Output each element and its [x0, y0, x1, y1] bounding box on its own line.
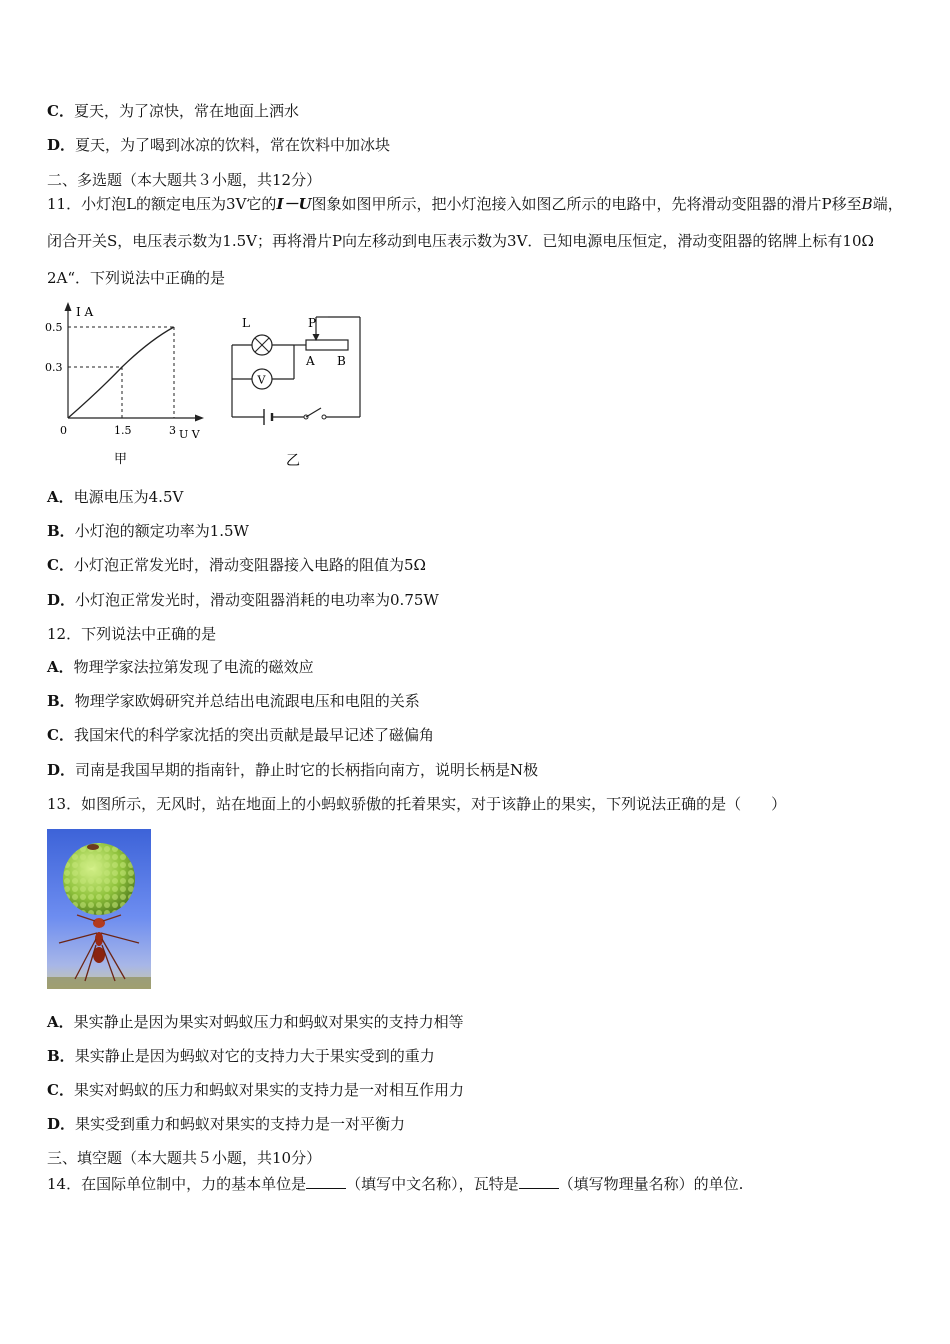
option-key: A． — [47, 488, 74, 506]
option-text: 小灯泡正常发光时，滑动变阻器消耗的电功率为0.75W — [75, 591, 439, 609]
q12-option-b — [47, 691, 420, 711]
q12-stem: 12．下列说法中正确的是 — [47, 625, 217, 643]
q11-stem-part: 图象如图甲所示，把小灯泡接入如图乙所示的电路中，先将滑动变阻器的滑片P移至 — [311, 195, 862, 213]
q14-part: 14．在国际单位制中，力的基本单位是 — [47, 1175, 307, 1193]
q11-option-c — [47, 555, 426, 575]
section-title-multiple-choice: 二、多选题（本大题共３小题，共12分） — [47, 171, 322, 189]
option-key: D． — [47, 136, 76, 154]
q13-option-b — [47, 1046, 435, 1066]
q12-option-d — [47, 760, 538, 780]
voltmeter-symbol: V — [257, 373, 266, 387]
option-key: B． — [47, 692, 75, 710]
q13-stem: 13．如图所示，无风时，站在地面上的小蚂蚁骄傲的托着果实，对于该静止的果实，下列说法正确的是（ ） — [47, 795, 787, 813]
ant-fruit-photo — [47, 829, 151, 989]
option-key: C． — [47, 1081, 74, 1099]
q11-stem-part: 端，闭合开关S，电压表示数为1.5V；再将滑片P向左移动到电压表示数为3V．已知电源电压恒定，滑动变阻器的铭牌上标有10Ω 2A“．下列说法中正确的是 — [47, 195, 903, 287]
option-text: 电源电压为4.5V — [73, 488, 184, 506]
y-axis-label: I A — [76, 305, 94, 319]
y-tick-label: 0.5 — [45, 321, 63, 334]
q11-stem-iu: I－U — [276, 195, 312, 213]
answer-blank[interactable] — [519, 1174, 559, 1189]
q11-stem — [47, 186, 907, 297]
option-text: 小灯泡的额定功率为1.5W — [74, 522, 249, 540]
option-key: D． — [47, 761, 76, 779]
switch-contact — [322, 415, 326, 419]
q14-stem — [47, 1174, 743, 1194]
option-text: 我国宋代的科学家沈括的突出贡献是最早记述了磁偏角 — [73, 726, 434, 744]
rheostat — [306, 340, 348, 350]
option-key: B． — [47, 522, 75, 540]
q10-option-c — [47, 101, 299, 121]
option-text: 果实对蚂蚁的压力和蚂蚁对果实的支持力是一对相互作用力 — [73, 1081, 464, 1099]
option-key: A． — [47, 658, 74, 676]
y-tick-label: 0.3 — [45, 361, 63, 374]
option-key: D． — [47, 591, 76, 609]
q11-option-b — [47, 521, 249, 541]
option-key: B． — [47, 1047, 75, 1065]
x-tick-label: 3 — [169, 424, 176, 437]
q11-option-a — [47, 487, 183, 507]
circuit-caption: 乙 — [286, 453, 300, 469]
q13-option-a — [47, 1012, 464, 1032]
graph-caption: 甲 — [114, 452, 128, 467]
option-text: 果实静止是因为蚂蚁对它的支持力大于果实受到的重力 — [74, 1047, 435, 1065]
option-text: 司南是我国早期的指南针，静止时它的长柄指向南方，说明长柄是N极 — [75, 761, 539, 779]
iu-curve — [68, 327, 174, 418]
option-key: C． — [47, 726, 74, 744]
iu-graph — [40, 300, 215, 470]
option-text: 夏天，为了喝到冰凉的饮料，常在饮料中加冰块 — [75, 136, 391, 154]
switch-blade — [306, 408, 321, 417]
q12-option-c — [47, 725, 434, 745]
option-key: D． — [47, 1115, 76, 1133]
x-tick-label: 0 — [60, 424, 67, 437]
x-axis-label: U V — [179, 428, 200, 441]
option-key: C． — [47, 102, 74, 120]
q11-stem-b: B — [861, 195, 873, 213]
option-text: 物理学家法拉第发现了电流的磁效应 — [73, 658, 314, 676]
q14-part: （填写物理量名称）的单位. — [558, 1175, 744, 1193]
option-text: 果实静止是因为果实对蚂蚁压力和蚂蚁对果实的支持力相等 — [73, 1013, 464, 1031]
q13-option-c — [47, 1080, 464, 1100]
q14-part: （填写中文名称），瓦特是 — [346, 1175, 519, 1193]
option-text: 果实受到重力和蚂蚁对果实的支持力是一对平衡力 — [75, 1115, 406, 1133]
q13-option-d — [47, 1114, 405, 1134]
ant-head — [93, 918, 105, 928]
y-axis-arrow — [65, 302, 72, 311]
q11-option-d — [47, 590, 439, 610]
lamp-label: L — [242, 316, 250, 330]
q10-option-d — [47, 135, 390, 155]
option-text: 夏天，为了凉快，常在地面上洒水 — [73, 102, 299, 120]
x-axis-arrow — [195, 415, 204, 422]
rheostat-end-b: B — [337, 354, 346, 368]
circuit-diagram — [222, 305, 372, 475]
slider-label: P — [308, 316, 317, 330]
option-key: C． — [47, 556, 74, 574]
option-text: 物理学家欧姆研究并总结出电流跟电压和电阻的关系 — [74, 692, 420, 710]
answer-blank[interactable] — [306, 1174, 346, 1189]
option-text: 小灯泡正常发光时，滑动变阻器接入电路的阻值为5Ω — [73, 556, 426, 574]
section-title-fill-in: 三、填空题（本大题共５小题，共10分） — [47, 1149, 322, 1167]
x-tick-label: 1.5 — [114, 424, 132, 437]
q11-stem-part: 11．小灯泡L的额定电压为3V它的 — [47, 195, 277, 213]
option-key: A． — [47, 1013, 74, 1031]
q12-option-a — [47, 657, 314, 677]
rheostat-end-a: A — [306, 354, 315, 368]
